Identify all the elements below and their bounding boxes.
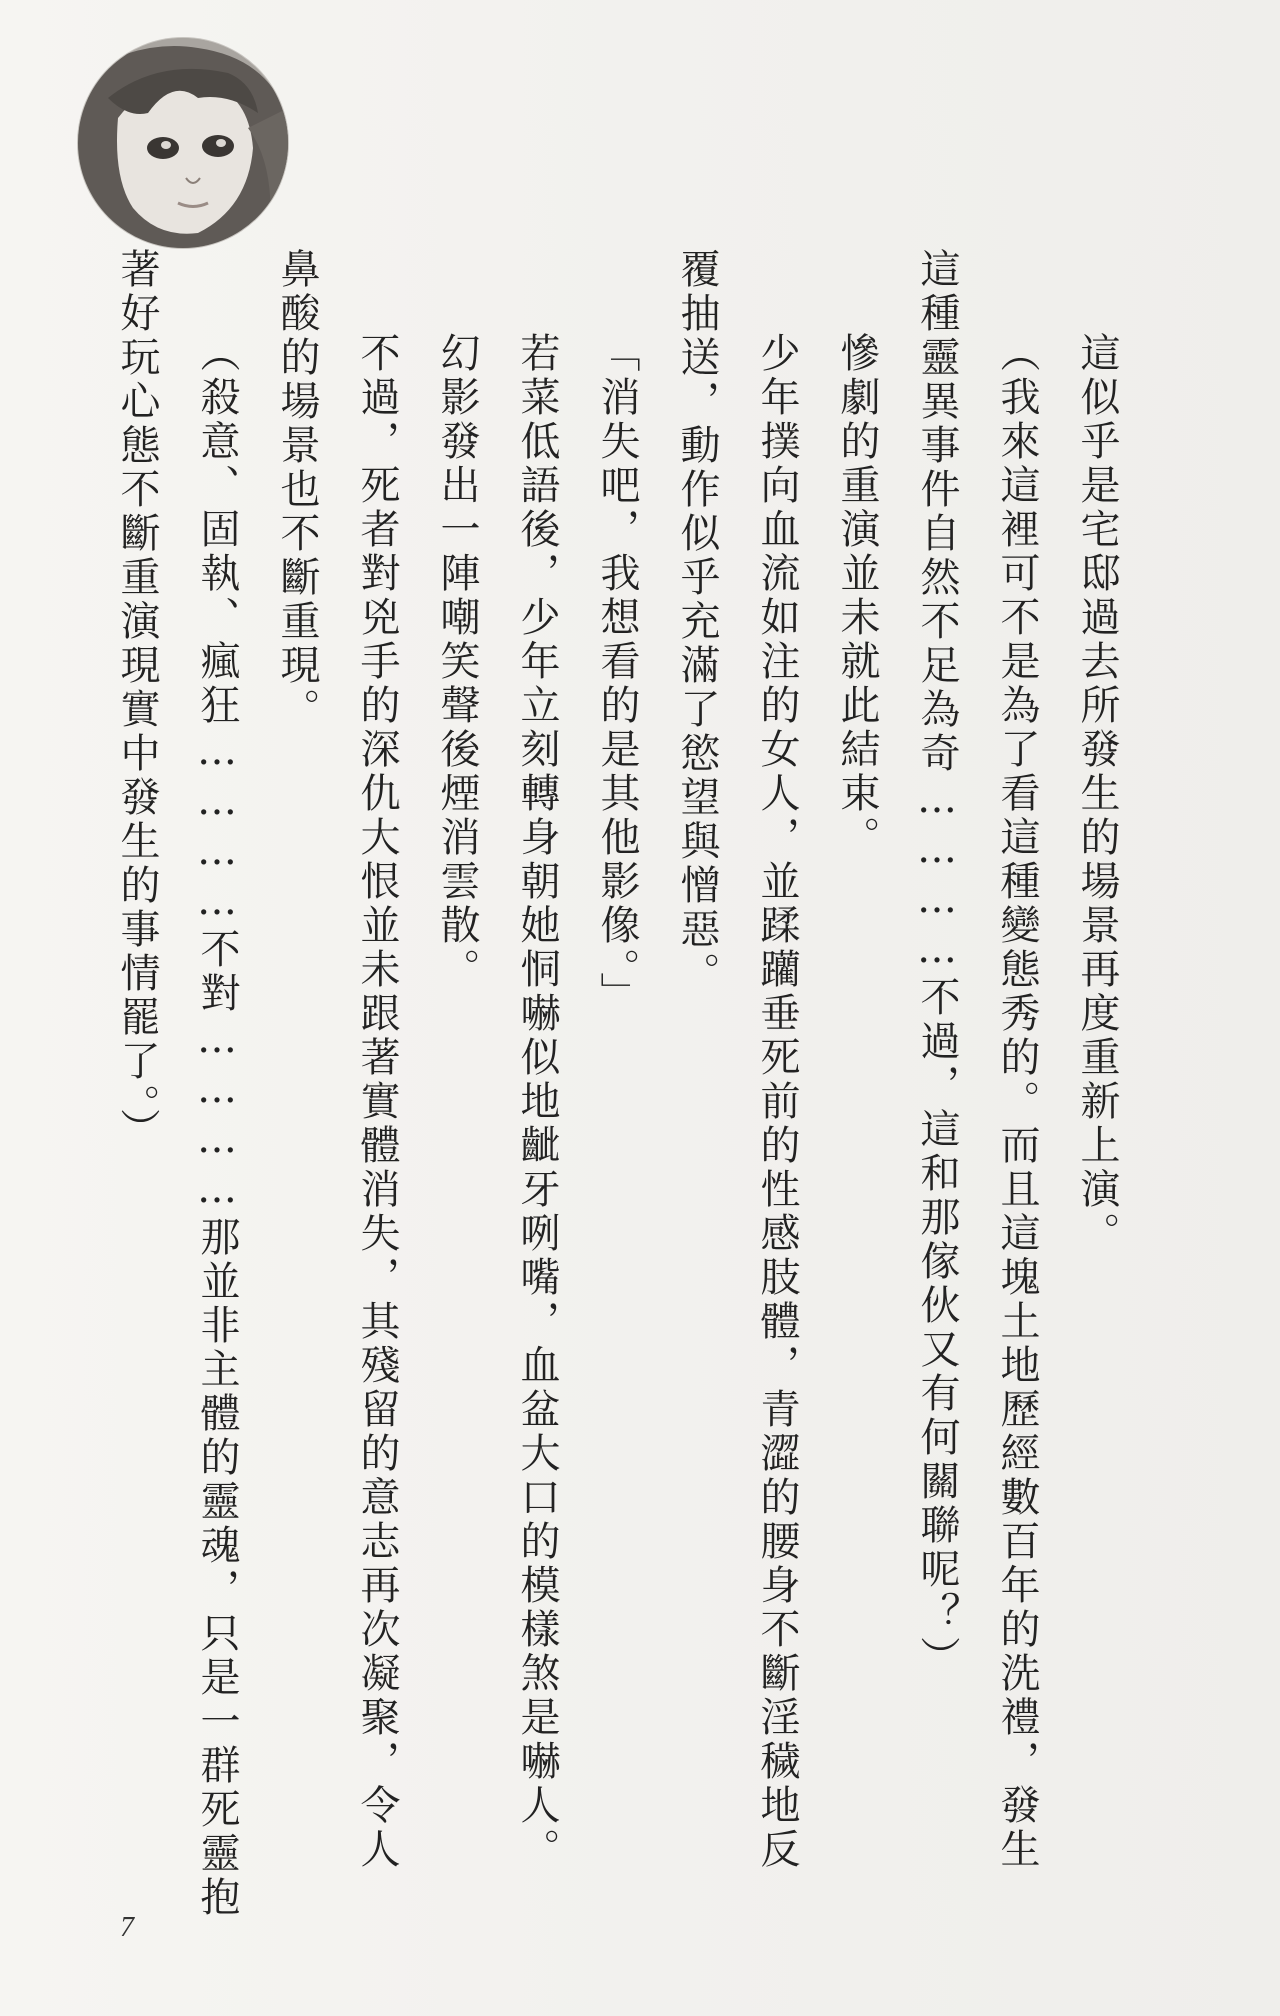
text-column: （我來這裡可不是為了看這種變態秀的。而且這塊土地歷經數百年的洗禮，發生 bbox=[994, 332, 1040, 1872]
text-column: 「消失吧，我想看的是其他影像。」 bbox=[594, 332, 640, 1016]
text-column: 若菜低語後，少年立刻轉身朝她恫嚇似地齜牙咧嘴，血盆大口的模樣煞是嚇人。 bbox=[514, 332, 560, 1872]
text-column: 少年撲向血流如注的女人，並蹂躪垂死前的性感肢體，青澀的腰身不斷淫穢地反 bbox=[754, 332, 800, 1872]
text-column: （殺意、固執、瘋狂…………不對…………那並非主體的靈魂，只是一群死靈抱 bbox=[194, 332, 240, 1920]
text-column: 鼻酸的場景也不斷重現。 bbox=[274, 248, 320, 732]
page-number: 7 bbox=[120, 1912, 134, 1943]
text-column: 不過，死者對兇手的深仇大恨並未跟著實體消失，其殘留的意志再次凝聚，令人 bbox=[354, 332, 400, 1872]
text-column: 覆抽送，動作似乎充滿了慾望與憎惡。 bbox=[674, 248, 720, 996]
text-column: 慘劇的重演並未就此結束。 bbox=[834, 332, 880, 860]
text-column: 這似乎是宅邸過去所發生的場景再度重新上演。 bbox=[1074, 332, 1120, 1256]
vertical-text-body bbox=[114, 0, 1120, 1980]
text-column: 幻影發出一陣嘲笑聲後煙消雲散。 bbox=[434, 332, 480, 992]
text-column: 這種靈異事件自然不足為奇…………不過，這和那傢伙又有何關聯呢？） bbox=[914, 248, 960, 1680]
text-column: 著好玩心態不斷重演現實中發生的事情罷了。） bbox=[114, 248, 160, 1152]
